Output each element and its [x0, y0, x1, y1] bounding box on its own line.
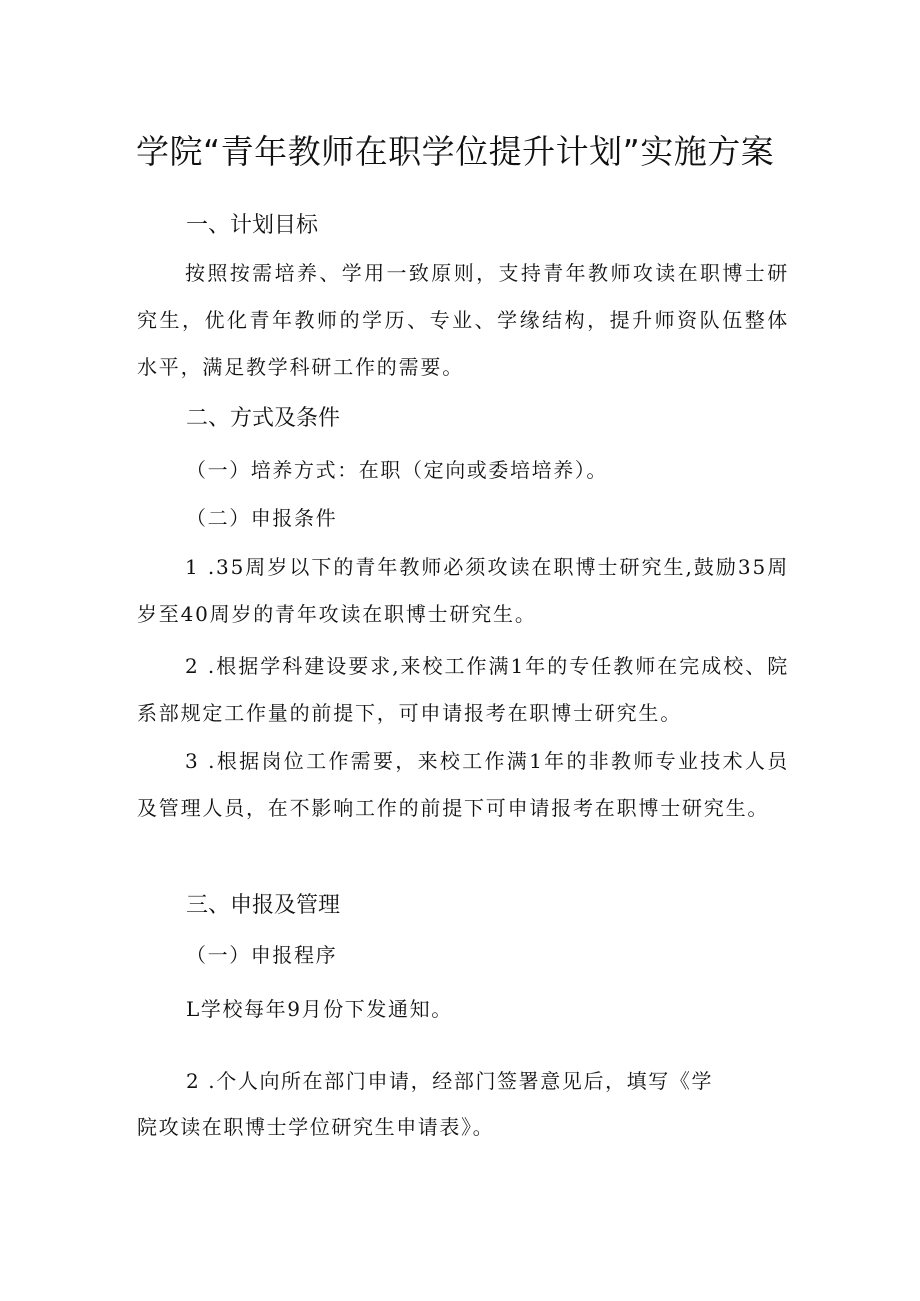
section-heading-plan-goal: 一、计划目标 — [186, 213, 319, 238]
list-item-procedure-2-line2: 院攻读在职博士学位研究生申请表》。 — [137, 1115, 495, 1139]
section-heading-method-conditions: 二、方式及条件 — [186, 406, 341, 431]
document-title: 学院“青年教师在职学位提升计划”实施方案 — [136, 132, 775, 171]
list-item-condition-1: 1 .35周岁以下的青年教师必须攻读在职博士研究生,鼓励35周岁至40周岁的青年攻读在职博士研究生。 — [137, 555, 789, 626]
paragraph-plan-goal: 按照按需培养、学用一致原则，支持青年教师攻读在职博士研究生，优化青年教师的学历、专业、学缘结构，提升师资队伍整体水平，满足教学科研工作的需要。 — [137, 261, 789, 379]
subheading-application-conditions: （二）申报条件 — [186, 506, 338, 530]
subheading-training-method: （一）培养方式：在职（定向或委培培养）。 — [186, 458, 608, 482]
list-item-procedure-2-line1: 2 .个人向所在部门申请，经部门签署意见后，填写《学 — [186, 1069, 714, 1093]
section-heading-application-management: 三、申报及管理 — [186, 893, 341, 918]
subheading-application-procedure: （一）申报程序 — [186, 943, 338, 967]
list-item-procedure-1: L学校每年9月份下发通知。 — [186, 997, 453, 1021]
list-item-condition-2: 2 .根据学科建设要求,来校工作满1年的专任教师在完成校、院系部规定工作量的前提下，可申请报考在职博士研究生。 — [137, 654, 789, 725]
list-item-condition-3: 3 .根据岗位工作需要，来校工作满1年的非教师专业技术人员及管理人员，在不影响工作的前提下可申请报考在职博士研究生。 — [137, 749, 789, 820]
